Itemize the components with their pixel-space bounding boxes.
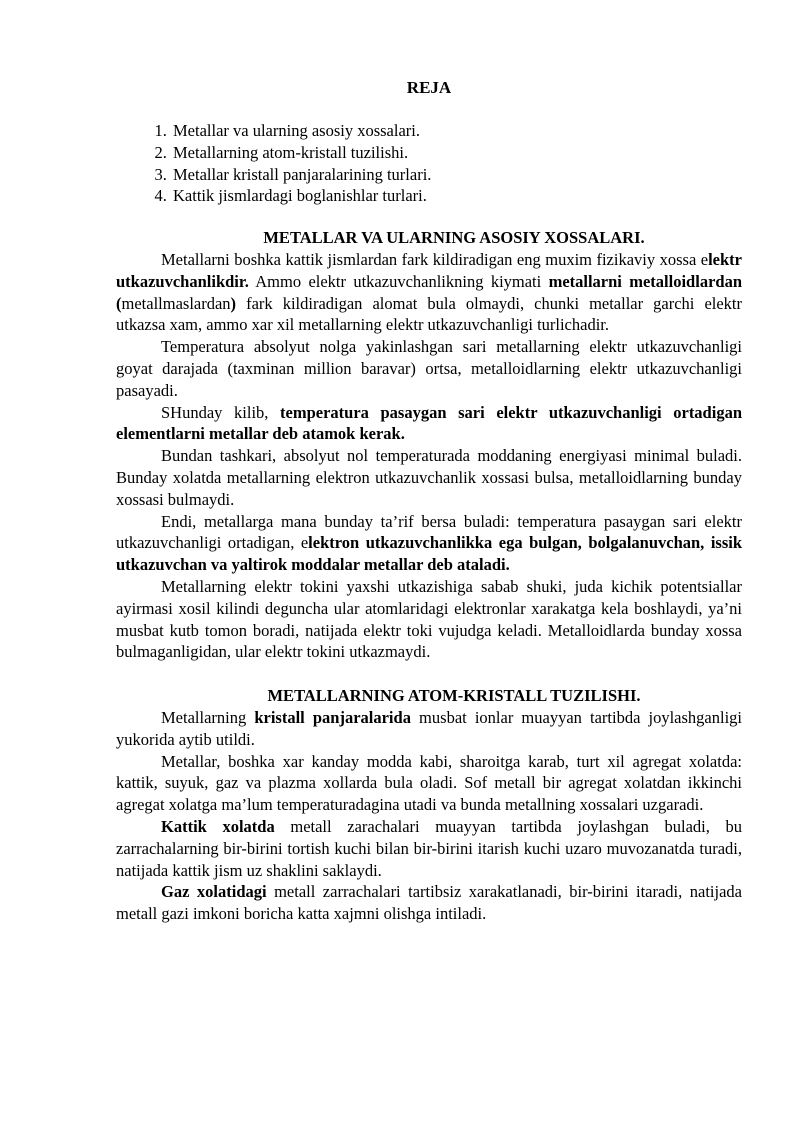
plan-item: 1. Metallar va ularning asosiy xossalari. <box>171 120 742 142</box>
plan-item: 3. Metallar kristall panjaralarining turlari. <box>171 164 742 186</box>
text-run: metallmaslardan <box>121 293 231 313</box>
text-run: Ammo elektr utkazuvchanlikning kiymati <box>248 271 549 291</box>
text-run: Metallar, boshka xar kanday modda kabi, sharoitga karab, turt xil agregat xolatda: kattik, suyuk, gaz va plazma xollarda bula oladi. Sof metall bir agregat xolatdan ikkinchi agregat xolatga ma’lum temperaturadagina utadi va bunda metallning xossalari uzgaradi. <box>116 751 742 815</box>
bold-text-run: Gaz xolatidagi <box>161 882 267 902</box>
bold-text-run: ) <box>230 293 237 313</box>
text-run: Temperatura absolyut nolga yakinlashgan sari metallarning elektr utkazuvchanligi goyat darajada (taxminan million baravar) ortsa, metalloidlarning elektr utkazuvchanligi pasayadi. <box>116 337 742 400</box>
paragraph <box>116 249 742 336</box>
document-page <box>116 70 742 925</box>
paragraph <box>116 445 742 510</box>
paragraph <box>116 402 742 446</box>
plan-item: 4. Kattik jismlardagi boglanishlar turlari. <box>171 185 742 207</box>
section-heading: METALLARNING ATOM-KRISTALL TUZILISHI. <box>267 686 641 706</box>
bold-text-run: lektron utkazuvchanlikka ega bulgan, bolgalanuvchan, issik utkazuvchan va yaltirok moddalar metallar deb ataladi. <box>116 533 743 575</box>
section-heading: METALLAR VA ULARNING ASOSIY XOSSALARI. <box>263 228 645 248</box>
plan-item: 2. Metallarning atom-kristall tuzilishi. <box>171 142 742 164</box>
text-run: metall zarrachalari tartibsiz xarakatlanadi, bir-birini itaradi, natijada metall gazi imkoni boricha katta xajmni olishga intiladi. <box>116 882 742 924</box>
text-run: SHunday kilib, <box>161 402 281 422</box>
paragraph <box>116 881 742 925</box>
plan-list <box>116 120 742 207</box>
bold-text-run: kristall panjaralarida <box>254 707 411 727</box>
paragraph <box>116 707 742 751</box>
page-title: REJA <box>406 78 452 97</box>
bold-text-run: metallarni metalloidlardan ( <box>116 271 742 313</box>
text-run: Metallarni boshka kattik jismlardan fark kildiradigan eng muxim fizikaviy xossa e <box>161 249 709 269</box>
text-run: Metallarning <box>161 707 255 727</box>
bold-text-run: lektr utkazuvchanlikdir. <box>116 249 742 291</box>
text-run: musbat ionlar muayyan tartibda joylashganligi yukorida aytib utildi. <box>116 707 742 749</box>
paragraph <box>116 751 742 816</box>
paragraph <box>116 511 742 576</box>
text-run: Bundan tashkari, absolyut nol temperaturada moddaning energiyasi minimal buladi. Bunday xolatda metallarning elektron utkazuvchanlik xossasi bulsa, metalloidlarning bunday xossasi bulmaydi. <box>116 446 742 509</box>
text-run: Endi, metallarga mana bunday ta’rif bersa buladi: temperatura pasaygan sari elektr utkazuvchanligi ortadigan, e <box>116 511 742 553</box>
paragraph <box>116 336 742 401</box>
text-run: Metallarning elektr tokini yaxshi utkazishiga sabab shuki, juda kichik potentsiallar ayirmasi xosil kilindi deguncha ular atomlaridagi elektronlar xarakatga kela boshlaydi, ya’ni musbat kutb tomon boradi, natijada elektr toki vujudga keladi. Metalloidlarda bunday xossa bulmaganligidan, ular elektr tokini utkazmaydi. <box>116 576 742 662</box>
text-run: metall zarachalari muayyan tartibda joylashgan buladi, bu zarrachalarning bir-birini tortish kuchi bilan bir-birini itarish kuchi uzaro muvozanatda turadi, natijada kattik jism uz shaklini saklaydi. <box>116 816 743 880</box>
paragraph <box>116 576 742 663</box>
text-run: fark kildiradigan alomat bula olmaydi, chunki metallar garchi elektr utkazsa xam, ammo xar xil metallarning elektr utkazuvchanligi turlichadir. <box>116 293 742 335</box>
paragraph <box>116 816 742 881</box>
bold-text-run: temperatura pasaygan sari elektr utkazuvchanligi ortadigan elementlarni metallar deb atamok kerak. <box>116 402 742 444</box>
bold-text-run: Kattik xolatda <box>161 816 275 836</box>
